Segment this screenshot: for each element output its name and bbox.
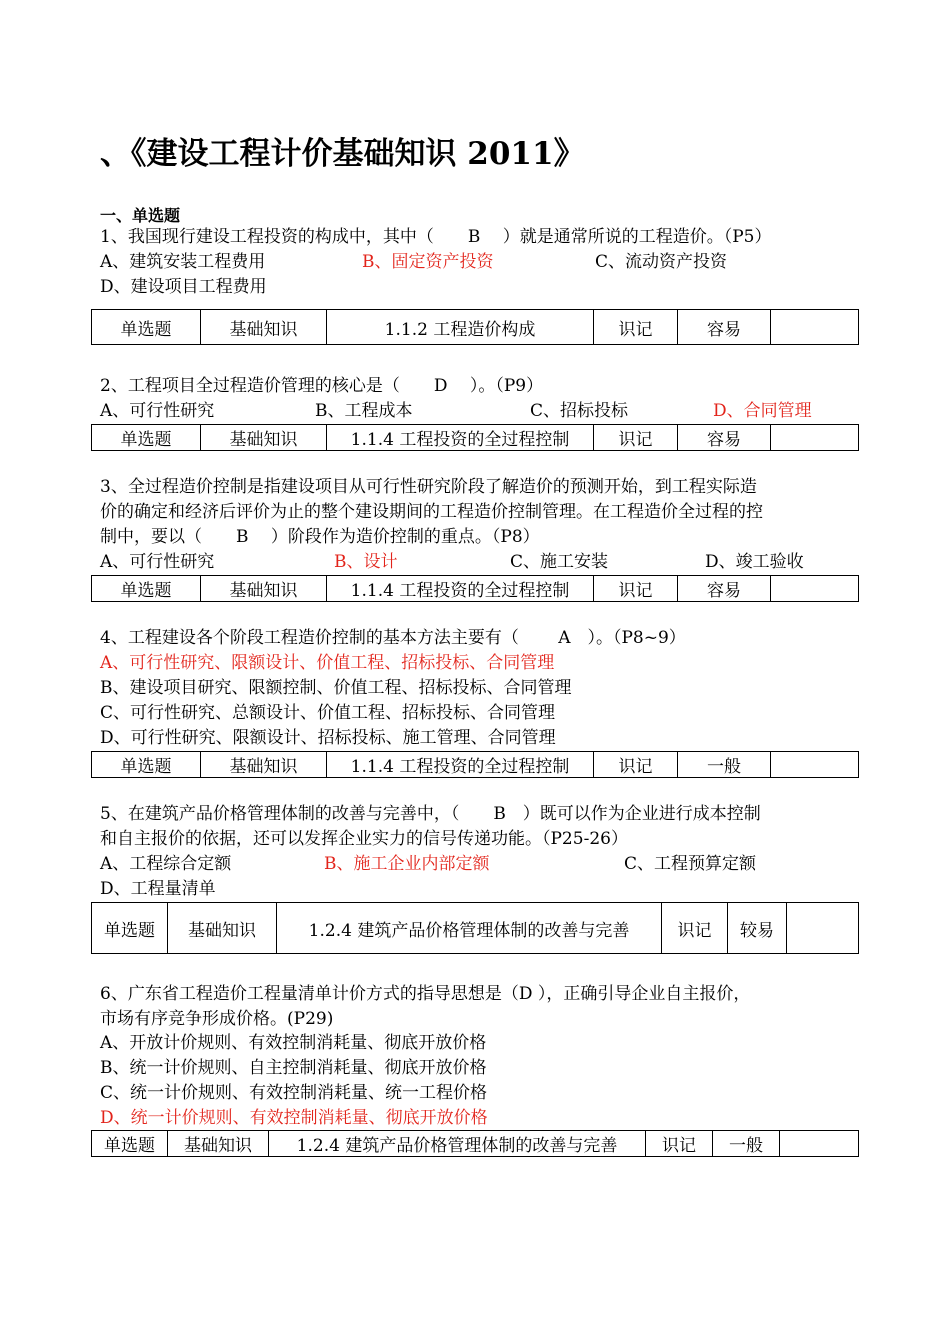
q2-option-b: B、工程成本 <box>315 401 413 421</box>
question-1-text: 1、我国现行建设工程投资的构成中，其中（ B ）就是通常所说的工程造价。（P5） <box>100 227 772 247</box>
meta-category: 基础知识 <box>168 903 277 954</box>
meta-blank <box>771 576 859 602</box>
q1-option-a: A、建筑安装工程费用 <box>100 252 266 272</box>
question-1-meta-table <box>91 309 859 345</box>
question-6-meta-table <box>91 1130 859 1157</box>
meta-blank <box>771 752 859 778</box>
meta-blank <box>771 425 859 451</box>
meta-type: 单选题 <box>92 310 201 345</box>
meta-difficulty: 容易 <box>678 425 771 451</box>
q3-option-a: A、可行性研究 <box>100 552 215 572</box>
meta-type: 单选题 <box>92 752 201 778</box>
q3-option-b-answer: B、设计 <box>334 552 398 572</box>
meta-topic: 1.1.4 工程投资的全过程控制 <box>327 425 594 451</box>
q6-option-a: A、开放计价规则、有效控制消耗量、彻底开放价格 <box>100 1033 487 1053</box>
meta-difficulty: 一般 <box>713 1131 780 1157</box>
q5-option-a: A、工程综合定额 <box>100 854 232 874</box>
meta-difficulty: 较易 <box>728 903 787 954</box>
meta-difficulty: 容易 <box>678 576 771 602</box>
question-6-text-line-2: 市场有序竞争形成价格。(P29) <box>100 1009 334 1029</box>
question-3-text-line-3: 制中，要以（ B ）阶段作为造价控制的重点。（P8） <box>100 527 540 547</box>
q2-option-a: A、可行性研究 <box>100 401 215 421</box>
meta-topic: 1.2.4 建筑产品价格管理体制的改善与完善 <box>269 1131 646 1157</box>
meta-level: 识记 <box>594 752 678 778</box>
question-4-text: 4、工程建设各个阶段工程造价控制的基本方法主要有（ A ）。（P8~9） <box>100 628 686 648</box>
question-3-text-line-2: 价的确定和经济后评价为止的整个建设期间的工程造价控制管理。在工程造价全过程的控 <box>100 502 763 522</box>
q4-option-d: D、可行性研究、限额设计、招标投标、施工管理、合同管理 <box>100 728 556 748</box>
meta-type: 单选题 <box>92 425 201 451</box>
meta-topic: 1.1.4 工程投资的全过程控制 <box>327 752 594 778</box>
document-title: 、《建设工程计价基础知识 2011》 <box>100 136 585 172</box>
question-5-text-line-1: 5、在建筑产品价格管理体制的改善与完善中，（ B ）既可以作为企业进行成本控制 <box>100 804 761 824</box>
meta-blank <box>771 310 859 345</box>
q6-option-c: C、统一计价规则、有效控制消耗量、统一工程价格 <box>100 1083 488 1103</box>
meta-topic: 1.1.4 工程投资的全过程控制 <box>327 576 594 602</box>
q6-option-d-answer: D、统一计价规则、有效控制消耗量、彻底开放价格 <box>100 1108 488 1128</box>
meta-level: 识记 <box>594 425 678 451</box>
meta-level: 识记 <box>646 1131 713 1157</box>
meta-level: 识记 <box>594 310 678 345</box>
meta-category: 基础知识 <box>201 310 327 345</box>
q5-option-d: D、工程量清单 <box>100 879 216 899</box>
q2-option-c: C、招标投标 <box>530 401 629 421</box>
question-3-meta-table <box>91 575 859 602</box>
meta-blank <box>780 1131 859 1157</box>
q5-option-c: C、工程预算定额 <box>624 854 757 874</box>
meta-topic: 1.1.2 工程造价构成 <box>327 310 594 345</box>
q1-option-d: D、建设项目工程费用 <box>100 277 267 297</box>
q1-option-b-answer: B、固定资产投资 <box>362 252 494 272</box>
section-heading: 一、单选题 <box>100 206 181 225</box>
meta-topic: 1.2.4 建筑产品价格管理体制的改善与完善 <box>277 903 662 954</box>
q2-option-d-answer: D、合同管理 <box>713 401 812 421</box>
meta-category: 基础知识 <box>168 1131 269 1157</box>
question-6-text-line-1: 6、广东省工程造价工程量清单计价方式的指导思想是（D ），正确引导企业自主报价， <box>100 984 751 1004</box>
meta-type: 单选题 <box>92 1131 168 1157</box>
question-2-text: 2、工程项目全过程造价管理的核心是（ D ）。（P9） <box>100 376 544 396</box>
question-5-text-line-2: 和自主报价的依据，还可以发挥企业实力的信号传递功能。（P25-26） <box>100 829 628 849</box>
q6-option-b: B、统一计价规则、自主控制消耗量、彻底开放价格 <box>100 1058 487 1078</box>
meta-type: 单选题 <box>92 576 201 602</box>
meta-blank <box>787 903 859 954</box>
meta-difficulty: 一般 <box>678 752 771 778</box>
question-2-meta-table <box>91 424 859 451</box>
meta-category: 基础知识 <box>201 752 327 778</box>
meta-type: 单选题 <box>92 903 168 954</box>
q5-option-b-answer: B、施工企业内部定额 <box>324 854 490 874</box>
question-5-meta-table <box>91 902 859 954</box>
meta-category: 基础知识 <box>201 425 327 451</box>
q3-option-d: D、竣工验收 <box>705 552 804 572</box>
q4-option-c: C、可行性研究、总额设计、价值工程、招标投标、合同管理 <box>100 703 556 723</box>
question-4-meta-table <box>91 751 859 778</box>
question-3-text-line-1: 3、全过程造价控制是指建设项目从可行性研究阶段了解造价的预测开始，到工程实际造 <box>100 477 757 497</box>
meta-difficulty: 容易 <box>678 310 771 345</box>
meta-category: 基础知识 <box>201 576 327 602</box>
q4-option-b: B、建设项目研究、限额控制、价值工程、招标投标、合同管理 <box>100 678 572 698</box>
meta-level: 识记 <box>662 903 728 954</box>
q3-option-c: C、施工安装 <box>510 552 609 572</box>
q4-option-a-answer: A、可行性研究、限额设计、价值工程、招标投标、合同管理 <box>100 653 555 673</box>
q1-option-c: C、流动资产投资 <box>595 252 728 272</box>
meta-level: 识记 <box>594 576 678 602</box>
